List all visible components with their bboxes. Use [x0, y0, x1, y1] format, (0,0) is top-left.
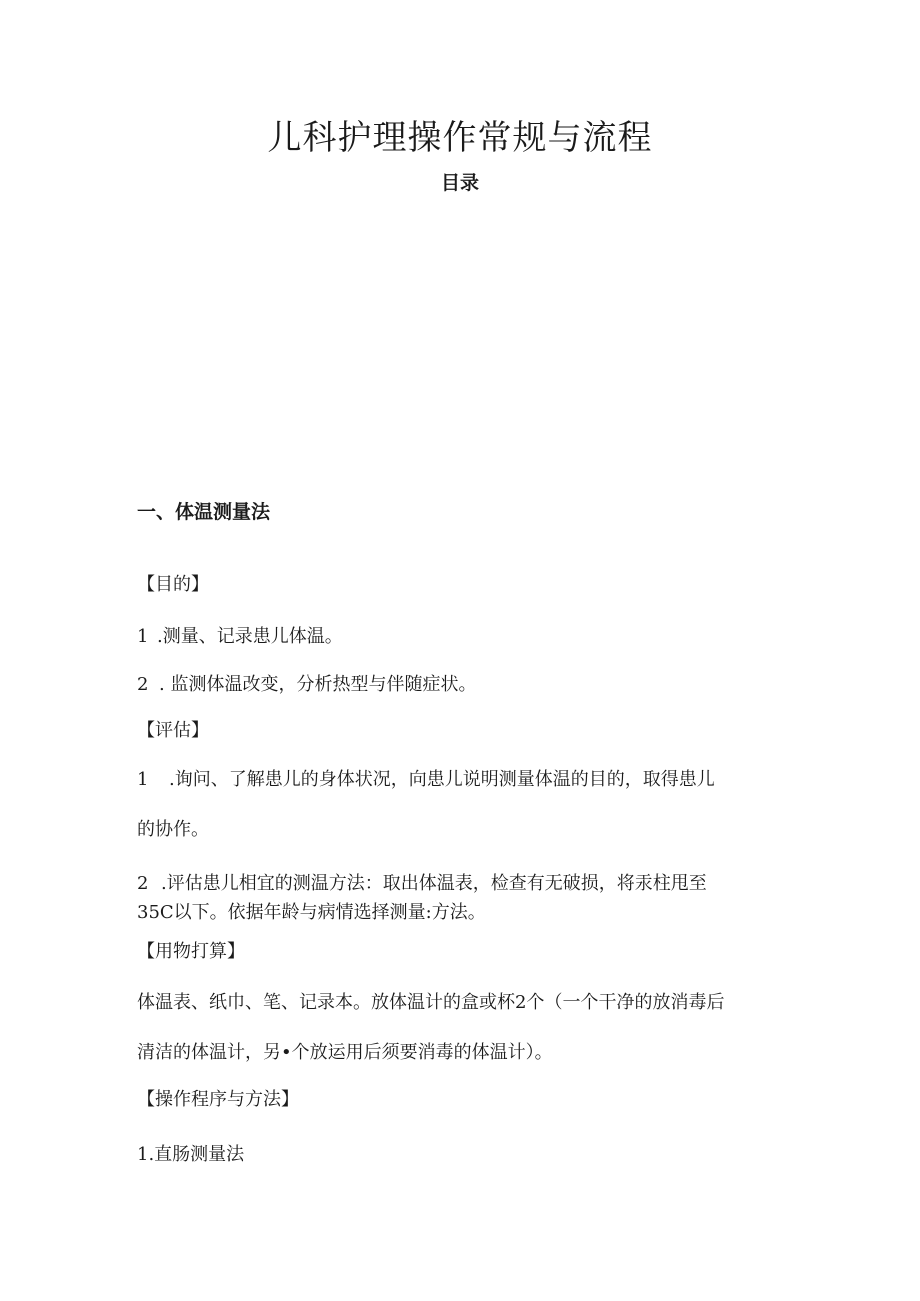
document-title: 儿科护理操作常规与流程 — [267, 118, 653, 158]
purpose-item-1-text: .测量、记录患儿体温。 — [157, 626, 343, 647]
procedure-heading: 【操作程序与方法】 — [137, 1089, 299, 1110]
purpose-item-2-number: 2 — [137, 674, 149, 695]
assessment-item-2-text: .评估患儿相宜的测温方法：取出体温表，检查有无破损，将汞柱甩至 — [161, 873, 707, 894]
supplies-line-1: 体温表、纸巾、笔、记录本。放体温计的盒或杯2个（一个干净的放消毒后 — [137, 992, 725, 1013]
assessment-item-2-line-2: 35C以下。依据年龄与病情选择测量:方法。 — [137, 902, 486, 923]
assessment-item-1-line-2: 的协作。 — [137, 819, 209, 840]
purpose-item-1-number: 1 — [137, 626, 149, 647]
supplies-line-2: 清洁的体温计，另•个放运用后须要消毒的体温计）。 — [137, 1042, 553, 1063]
purpose-item-2-text: . 监测体温改变，分析热型与伴随症状。 — [159, 674, 477, 695]
assessment-heading: 【评估】 — [137, 720, 209, 741]
supplies-heading: 【用物打算】 — [137, 941, 245, 962]
section-heading: 一、体温测量法 — [137, 501, 271, 523]
assessment-item-2-line-1 — [137, 869, 707, 895]
assessment-item-1-line-1 — [137, 765, 715, 791]
assessment-item-1-text: .询问、了解患儿的身体状况，向患儿说明测量体温的目的，取得患儿 — [169, 769, 715, 790]
purpose-heading: 【目的】 — [137, 574, 209, 595]
assessment-item-2-number: 2 — [137, 873, 149, 894]
procedure-item-1: 1.直肠测量法 — [137, 1144, 245, 1165]
purpose-item-1 — [137, 622, 343, 648]
purpose-item-2 — [137, 670, 476, 696]
assessment-item-1-number: 1 — [137, 769, 149, 790]
toc-heading: 目录 — [440, 172, 479, 194]
